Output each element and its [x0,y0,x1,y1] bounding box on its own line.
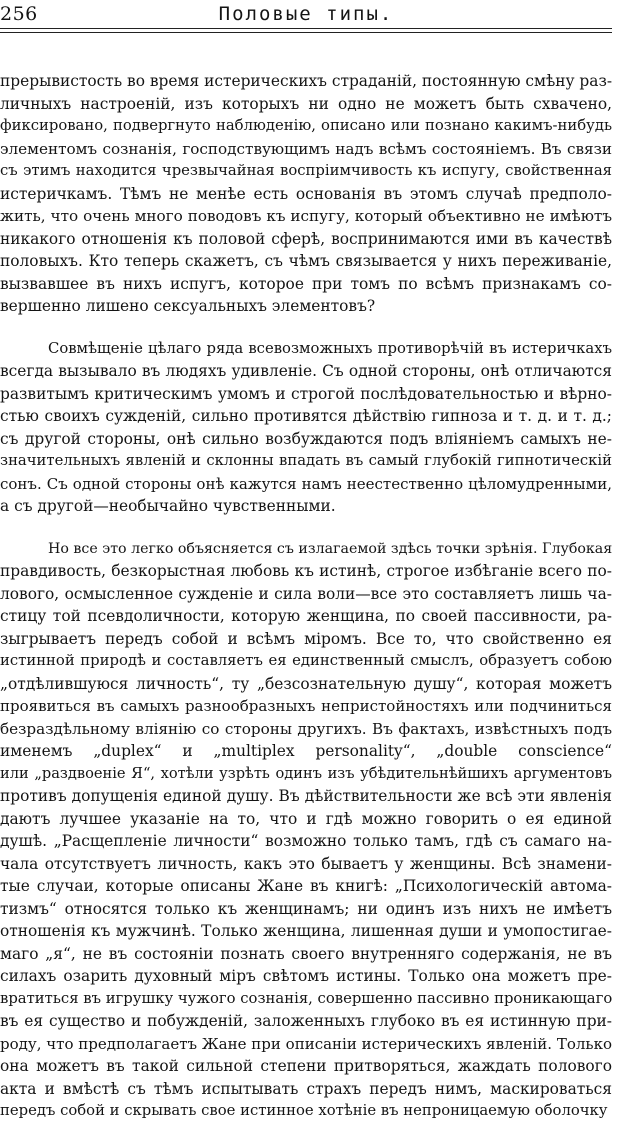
text-line: фиксировано, подвергнуто наблюденію, описано или познано какимъ-нибудь [0,117,612,134]
text-line: акта и вмѣстѣ съ тѣмъ испытывать страхъ передъ нимъ, маскироваться [0,1079,612,1098]
header-rule-top [0,28,612,29]
page-number: 256 [0,3,38,25]
text-line: истеричкамъ. Тѣмъ не менѣе есть основанія въ этомъ случаѣ предполо- [0,184,612,203]
body-text [0,70,612,1123]
text-line: значительныхъ явленій и склонны впадать въ самый глубокій гипнотическій [0,452,612,469]
running-title: Половые типы. [218,3,394,25]
text-line: истинной природѣ и составляетъ ея единственный смыслъ, образуетъ собою [0,652,612,669]
text-line: вызвавшее въ нихъ испугъ, которое при томъ по всѣмъ признакамъ со- [0,274,612,293]
text-line: всегда вызывало въ людяхъ удивленіе. Съ одной стороны, онѣ отличаются [0,362,612,380]
text-line: проявиться въ самыхъ разнообразныхъ непристойностяхъ или подчиниться [0,697,612,715]
text-line: отношенія къ мужчинѣ. Только женщина, лишенная души и умопостигае- [0,922,612,940]
text-line: вершенно лишено сексуальныхъ элементовъ? [0,297,376,315]
text-line: силахъ озарить духовный міръ свѣтомъ истины. Только она можетъ пре- [0,967,612,985]
text-line: элементомъ сознанія, господствующимъ надъ всѣмъ состояніемъ. Въ связи [0,139,612,158]
text-line: личныхъ настроеній, изъ которыхъ ни одно не можетъ быть схвачено, [0,94,612,113]
text-line: стью своихъ сужденій, сильно противятся дѣйствію гипноза и т. д. и т. д.; [0,407,612,425]
paragraph [0,338,612,518]
text-line: роду, что предполагаетъ Жане при описаніи истерическихъ явленій. Только [0,1034,612,1053]
text-line: прерывистость во время истерическихъ страданій, постоянную смѣну раз- [0,72,613,90]
paragraph [0,70,612,318]
text-line: Совмѣщеніе цѣлаго ряда всевозможныхъ противорѣчій въ истеричкахъ [48,339,612,357]
text-line: лового, осмысленное сужденіе и сила воли—все это составляетъ лишь ча- [0,584,612,603]
text-line: никакого отношенія къ половой сферѣ, воспринимаются ими въ качествѣ [0,229,612,248]
text-line: тые случаи, которые описаны Жане въ книгѣ: „Психологическій автома- [0,877,612,895]
text-line: именемъ „duplex“ и „multiplex personality“, „double conscience“ [0,742,612,760]
text-line: вратиться въ игрушку чужого сознанія, совершенно пассивно проникающаго [0,989,613,1007]
text-line: съ другой стороны, онѣ сильно возбуждаются подъ вліяніемъ самыхъ не- [0,429,612,448]
text-line: или „раздвоеніе Я“, хотѣли узрѣть одинъ изъ убѣдительнѣйшихъ аргументовъ [0,764,612,782]
text-line: сонъ. Съ одной стороны онѣ кажутся намъ неестественно цѣломудренными, [0,474,612,493]
text-line: „отдѣлившуюся личность“, ту „безсознательную душу“, которая можетъ [0,674,612,693]
text-line: маго „я“, не въ состояніи познать своего внутренняго содержанія, не въ [0,944,612,963]
text-line: съ этимъ находится чрезвычайная воспріимчивость къ испугу, свойственная [0,162,612,179]
text-line: правдивость, безкорыстная любовь къ истинѣ, строгое избѣганіе всего по- [0,562,612,580]
text-line: тизмъ“ относятся только къ женщинамъ; ни одинъ изъ нихъ не имѣетъ [0,899,612,918]
text-line: безраздѣльному вліянію со стороны другихъ. Въ фактахъ, извѣстныхъ подъ [0,719,612,738]
text-line: душѣ. „Расщепленіе личности“ возможно только тамъ, гдѣ съ самаго на- [0,832,612,850]
text-line: передъ собой и скрывать свое истинное хотѣніе въ непроницаемую оболочку [0,1102,608,1119]
text-line: а съ другой—необычайно чувственными. [0,497,336,515]
text-line: даютъ лучшее указаніе на то, что и гдѣ можно говорить о ея единой [0,809,612,828]
text-line: половыхъ. Кто теперь скажетъ, съ чѣмъ связывается у нихъ переживаніе, [0,252,612,270]
text-line: зыгрываетъ передъ собой и всѣмъ міромъ. Все то, что свойственно ея [0,629,612,648]
header-rule-bottom [0,32,612,33]
text-line: въ ея существо и побужденій, заложенныхъ глубоко въ ея истинную при- [0,1012,612,1030]
text-line: Но все это легко объясняется съ излагаемой здѣсь точки зрѣнія. Глубокая [48,540,613,557]
text-line: жить, что очень много поводовъ къ испугу, который объективно не имѣютъ [0,207,612,225]
text-line: развитымъ критическимъ умомъ и строгой послѣдовательностью и вѣрно- [0,384,612,403]
running-head [0,0,612,30]
text-line: она можетъ въ такой сильной степени притворяться, жаждать полового [0,1057,612,1075]
text-line: противъ допущенія единой душу. Въ дѣйствительности же всѣ эти явленія [0,787,612,805]
paragraph [0,538,612,1123]
text-line: стицу той псевдоличности, которую женщина, по своей пассивности, ра- [0,607,612,625]
text-line: чала отсутствуетъ личность, какъ это бываетъ у женщины. Всѣ знамени- [0,854,612,873]
